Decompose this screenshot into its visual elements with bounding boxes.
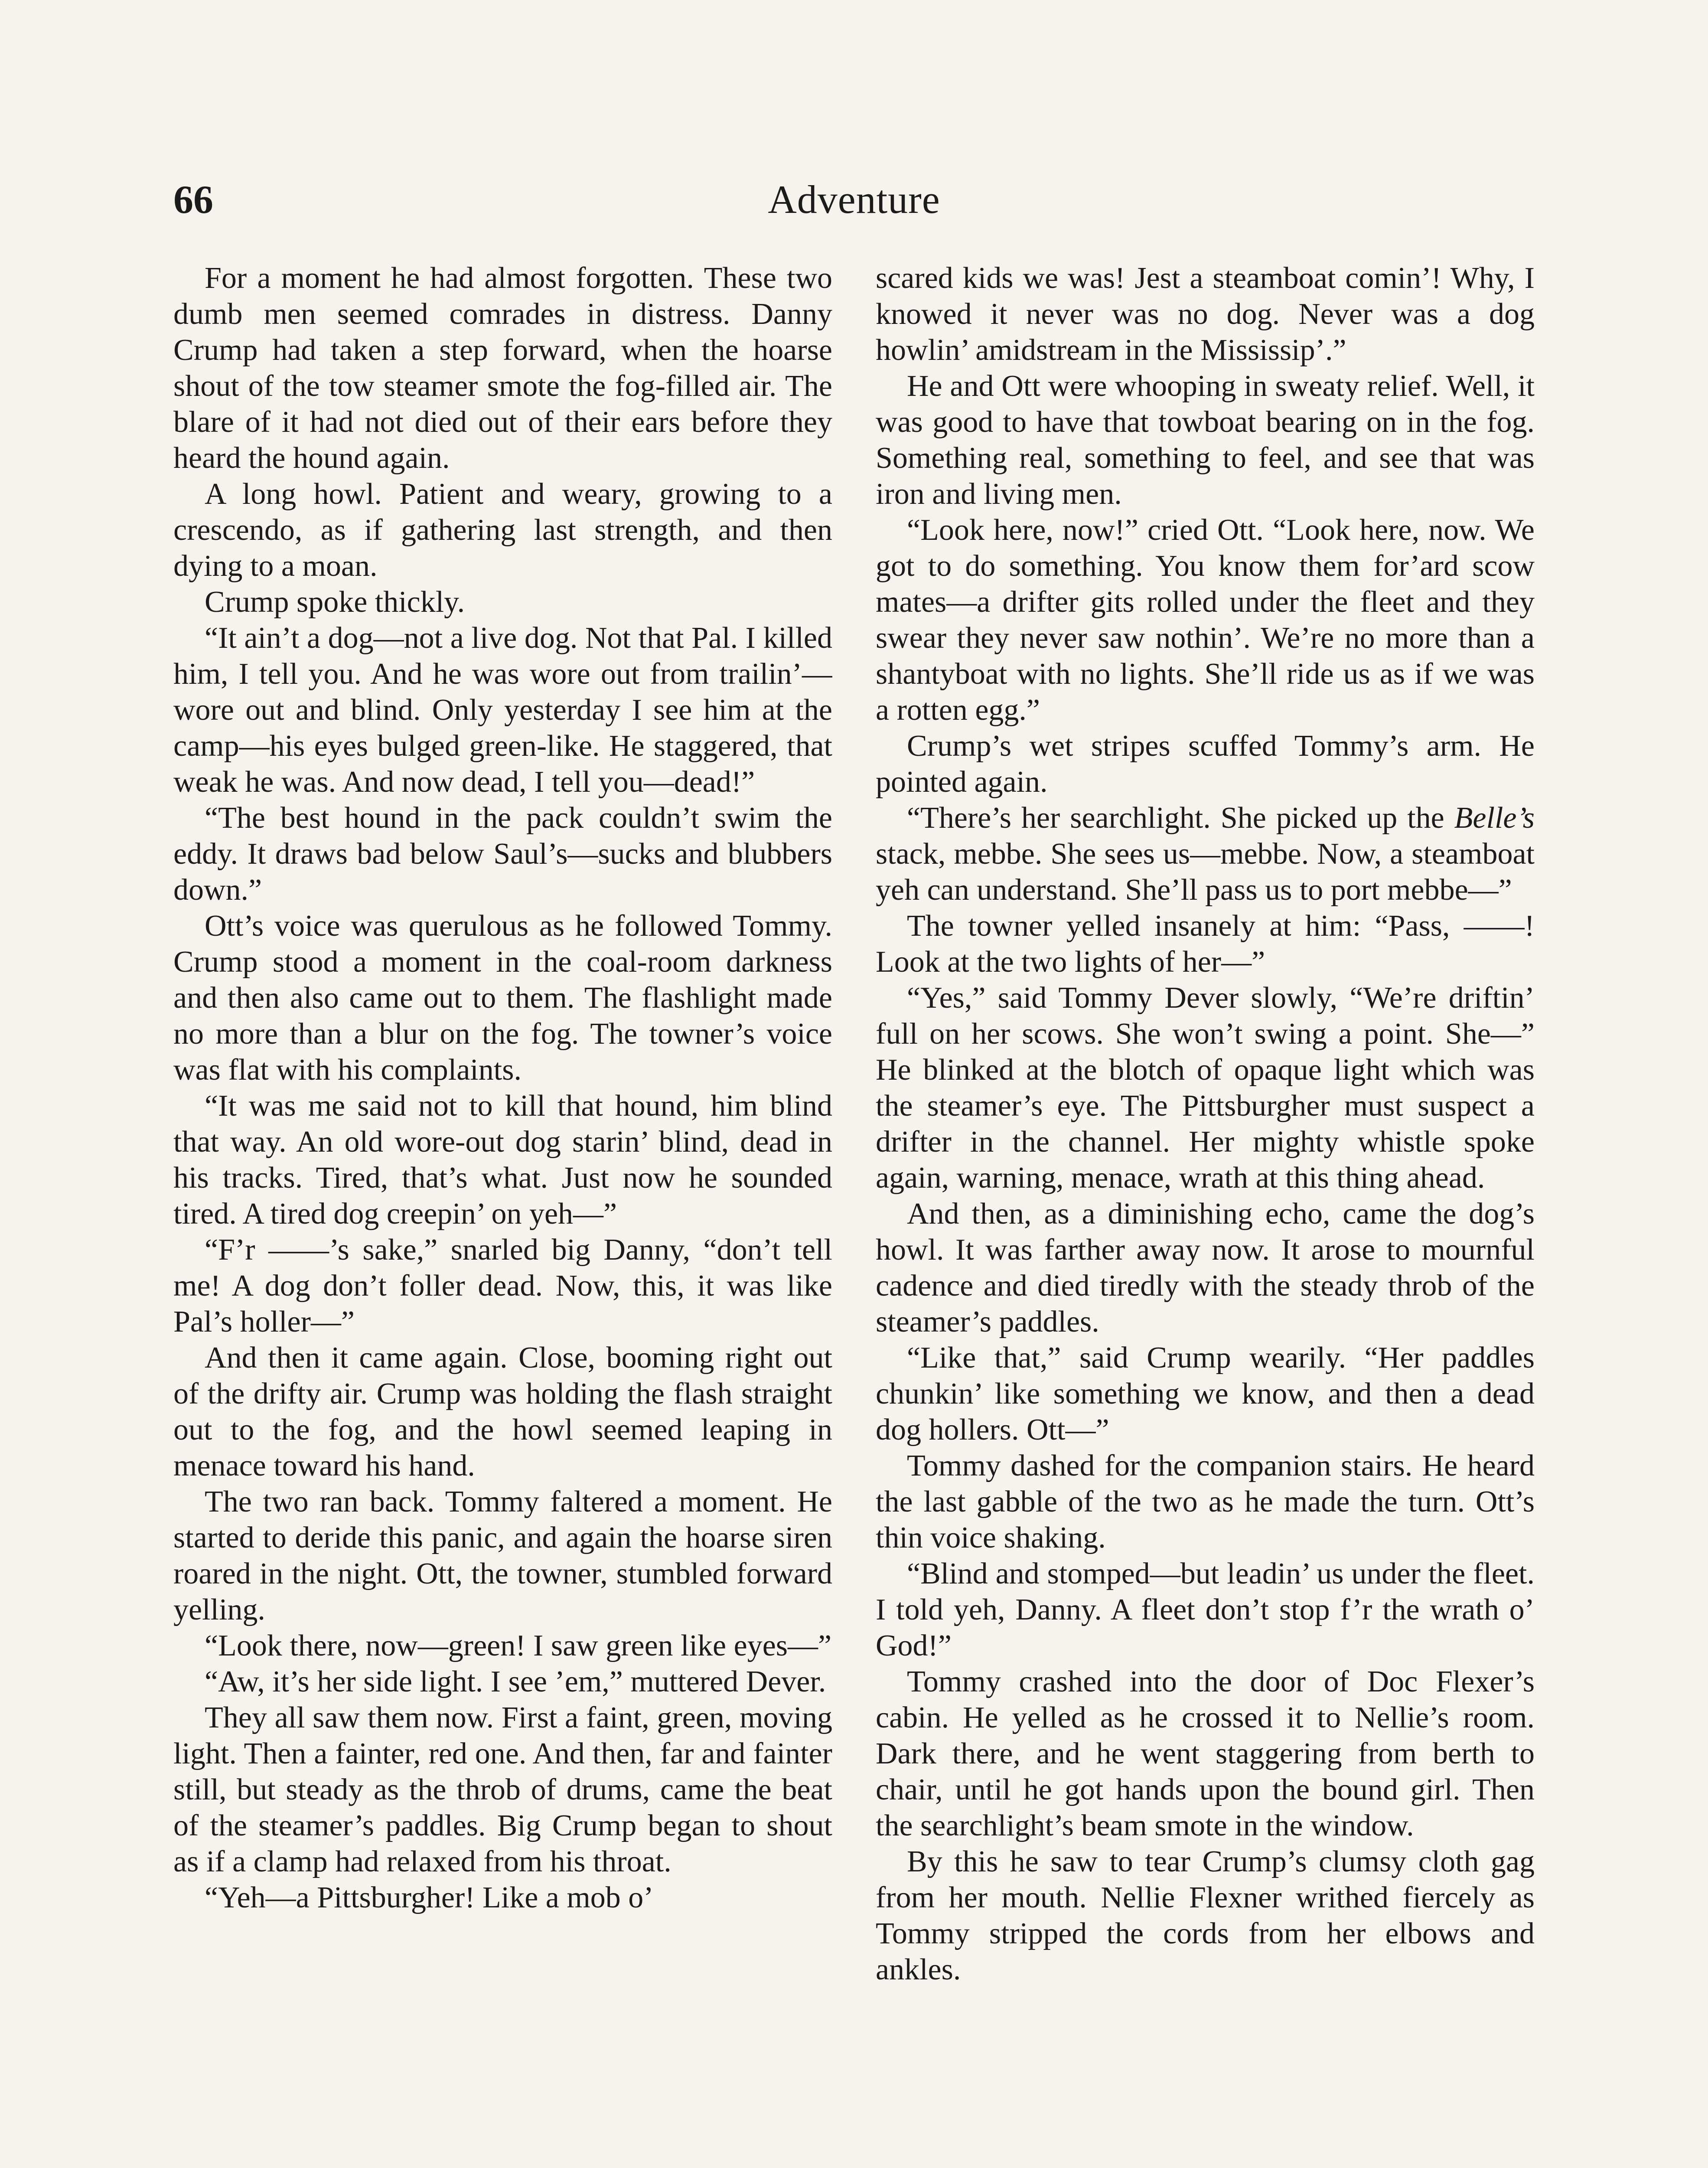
right-column bbox=[876, 260, 1535, 2168]
paragraph: For a moment he had almost forgotten. These two dumb men seemed comrades in distress. Danny Crump had taken a step forward, when the hoarse shout of the tow steamer smote the fog-filled air. The blare of it had not died out of their ears before they heard the hound again. bbox=[173, 261, 832, 475]
page-header bbox=[173, 173, 1535, 225]
paragraph: Ott’s voice was querulous as he followed Tommy. Crump stood a moment in the coal-room darkness and then also came out to them. The flashlight made no more than a blur on the fog. The towner’s voice was flat with his complaints. bbox=[173, 909, 832, 1087]
paragraph: Crump spoke thickly. bbox=[205, 585, 465, 619]
paragraph: And then it came again. Close, booming right out of the drifty air. Crump was holding the flash straight out to the fog, and the howl seemed leaping in menace toward his hand. bbox=[173, 1341, 832, 1482]
paragraph: And then, as a diminishing echo, came the dog’s howl. It was farther away now. It arose to mournful cadence and died tiredly with the steady throb of the steamer’s paddles. bbox=[876, 1197, 1535, 1339]
paragraph: “Yeh—a Pittsburgher! Like a mob o’ bbox=[205, 1881, 654, 1914]
paragraph: “Yes,” said Tommy Dever slowly, “We’re driftin’ full on her scows. She won’t swing a point. She—” He blinked at the blotch of opaque light which was the steamer’s eye. The Pittsburgher must suspect a drifter in the channel. Her mighty whistle spoke again, warning, menace, wrath at this thing ahead. bbox=[876, 981, 1535, 1195]
paragraph: “It ain’t a dog—not a live dog. Not that Pal. I killed him, I tell you. And he was wore out from trailin’—wore out and blind. Only yesterday I see him at the camp—his eyes bulged green-like. He staggered, that weak he was. And now dead, I tell you—dead!” bbox=[173, 621, 832, 799]
paragraph: “Look here, now!” cried Ott. “Look here, now. We got to do something. You know them for’ard scow mates—a drifter gits rolled under the fleet and they swear they never saw nothin’. We’re no more than a shantyboat with no lights. She’ll ride us as if we was a rotten egg.” bbox=[876, 513, 1535, 727]
paragraph: scared kids we was! Jest a steamboat comin’! Why, I knowed it never was no dog. Never was a dog howlin’ amidstream in the Mississip’.” bbox=[876, 261, 1535, 367]
paragraph: By this he saw to tear Crump’s clumsy cloth gag from her mouth. Nellie Flexner writhed fiercely as Tommy stripped the cords from her elbows and ankles. bbox=[876, 1845, 1535, 1986]
paragraph: A long howl. Patient and weary, growing to a crescendo, as if gathering last strength, and then dying to a moan. bbox=[173, 477, 832, 583]
paragraph: Tommy crashed into the door of Doc Flexer’s cabin. He yelled as he crossed it to Nellie’s room. Dark there, and he went staggering from berth to chair, until he got hands upon the bound girl. Then the searchlight’s beam smote in the window. bbox=[876, 1665, 1535, 1842]
paragraph: “Aw, it’s her side light. I see ’em,” muttered Dever. bbox=[205, 1665, 826, 1698]
left-column bbox=[173, 260, 832, 2168]
page-number: 66 bbox=[173, 177, 213, 222]
paragraph: “There’s her searchlight. She picked up the Belle’s stack, mebbe. She sees us—mebbe. Now, a steamboat yeh can understand. She’ll pass us to port mebbe—” bbox=[876, 801, 1535, 907]
paragraph: “Look there, now—green! I saw green like eyes—” bbox=[205, 1629, 832, 1662]
paragraph: The two ran back. Tommy faltered a moment. He started to deride this panic, and again the hoarse siren roared in the night. Ott, the towner, stumbled forward yelling. bbox=[173, 1485, 832, 1626]
paragraph: Tommy dashed for the companion stairs. He heard the last gabble of the two as he made the turn. Ott’s thin voice shaking. bbox=[876, 1449, 1535, 1554]
paragraph: “Blind and stomped—but leadin’ us under the fleet. I told yeh, Danny. A fleet don’t stop f’r the wrath o’ God!” bbox=[876, 1557, 1535, 1662]
paragraph: “F’r ——’s sake,” snarled big Danny, “don’t tell me! A dog don’t foller dead. Now, this, it was like Pal’s holler—” bbox=[173, 1233, 832, 1339]
paragraph: Crump’s wet stripes scuffed Tommy’s arm. He pointed again. bbox=[876, 729, 1535, 799]
paragraph: “Like that,” said Crump wearily. “Her paddles chunkin’ like something we know, and then a dead dog hollers. Ott—” bbox=[876, 1341, 1535, 1446]
text-columns bbox=[173, 260, 1535, 2168]
paragraph: “The best hound in the pack couldn’t swim the eddy. It draws bad below Saul’s—sucks and blubbers down.” bbox=[173, 801, 832, 907]
running-title: Adventure bbox=[768, 177, 940, 222]
paragraph: They all saw them now. First a faint, green, moving light. Then a fainter, red one. And then, far and fainter still, but steady as the throb of drums, came the beat of the steamer’s paddles. Big Crump began to shout as if a clamp had relaxed from his throat. bbox=[173, 1701, 832, 1878]
paragraph: The towner yelled insanely at him: “Pass, ——! Look at the two lights of her—” bbox=[876, 909, 1535, 979]
paragraph: “It was me said not to kill that hound, him blind that way. An old wore-out dog starin’ blind, dead in his tracks. Tired, that’s what. Just now he sounded tired. A tired dog creepin’ on yeh—” bbox=[173, 1089, 832, 1231]
paragraph: He and Ott were whooping in sweaty relief. Well, it was good to have that towboat bearing on in the fog. Something real, something to feel, and see that was iron and living men. bbox=[876, 369, 1535, 511]
